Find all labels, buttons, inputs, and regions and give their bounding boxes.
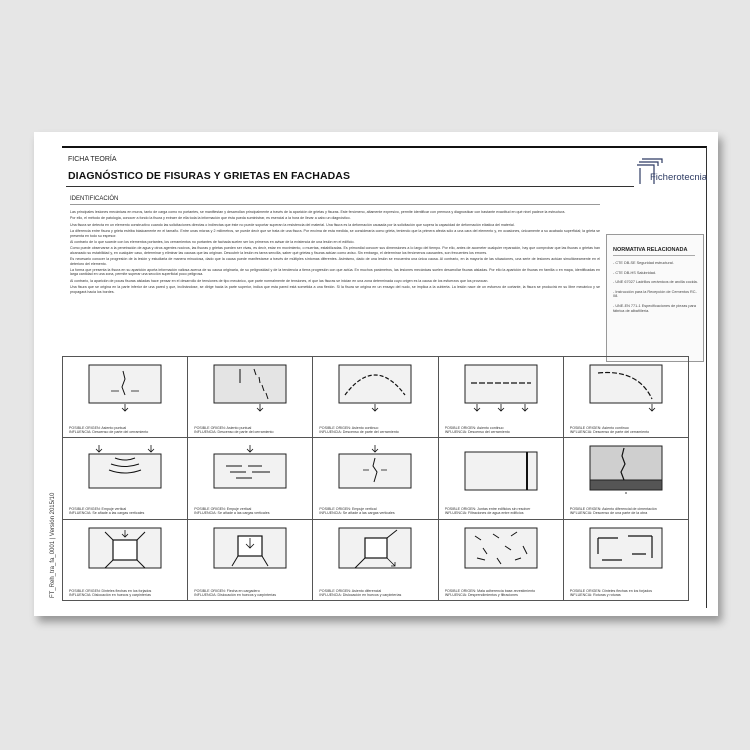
crack-cause: POSIBLE ORIGEN: Asiento diferencial de cimentación bbox=[569, 507, 657, 512]
body-paragraph: Por ello, el método de patología, conocer a fondo la fisura y extraer de ella toda la información que ésta pueda suministrar, es esencial a la hora de llevar a cabo un diagnóstico. bbox=[70, 216, 351, 221]
body-paragraph: Al contrario de lo que sucede con los elementos portantes, los cerramientos no portantes de fachada suelen ser los primeros en avisar de la existencia de una lesión en el edificio. bbox=[70, 240, 355, 245]
crack-influence: INFLUENCIA: Filtraciones de agua entre edificios bbox=[444, 511, 524, 516]
crack-diagram bbox=[321, 361, 429, 413]
ficherotecnia-logo bbox=[636, 156, 706, 188]
crack-influence: INFLUENCIA: Descenso del cerramiento bbox=[444, 430, 510, 435]
crack-cause: POSIBLE ORIGEN: Asiento puntual bbox=[194, 425, 252, 430]
crack-diagram bbox=[447, 524, 555, 576]
crack-cause: POSIBLE ORIGEN: Asiento diferencial bbox=[319, 588, 382, 593]
sheet-frame bbox=[62, 146, 707, 608]
crack-caption bbox=[319, 507, 433, 515]
crack-diagram bbox=[447, 442, 555, 494]
crack-cell bbox=[313, 520, 438, 601]
normativa-item: - CTE DB-SE Seguridad estructural. bbox=[613, 261, 674, 265]
crack-caption bbox=[570, 507, 684, 515]
crack-cell bbox=[313, 357, 438, 438]
crack-influence: INFLUENCIA: Descenso de parte del cerramiento bbox=[69, 430, 149, 435]
crack-cause: POSIBLE ORIGEN: Empuje vertical bbox=[69, 507, 127, 512]
crack-caption bbox=[445, 507, 559, 515]
crack-pattern-grid bbox=[62, 356, 689, 601]
crack-cell bbox=[63, 438, 188, 519]
crack-influence: INFLUENCIA: Dislocación en huecos y carpinterías bbox=[319, 592, 402, 597]
sheet-type-label: FICHA TEORÍA bbox=[68, 156, 117, 163]
crack-caption bbox=[194, 589, 308, 597]
crack-influence: INFLUENCIA: Descenso de parte del cerramiento bbox=[319, 430, 399, 435]
section-label-identificacion: IDENTIFICACIÓN bbox=[70, 196, 119, 202]
normativa-item: - UNE 67027 Ladrillos cerámicos de arcilla cocida. bbox=[613, 280, 698, 285]
crack-caption bbox=[69, 589, 183, 597]
crack-diagram bbox=[321, 442, 429, 494]
crack-cell bbox=[188, 438, 313, 519]
crack-diagram bbox=[572, 524, 680, 576]
crack-caption bbox=[570, 589, 684, 597]
body-paragraph: Como puede observarse a la penetración de agua y otros agentes nocivos, las fisuras y grietas pueden ser vivas, es decir, estar en movimiento, o muertas, estabilizadas. Es primordial conocer sus dimensiones a lo largo del tiempo. Por ello, antes de acometer cualquier reparación, hay que comprobar que las fisuras o grietas han alcanzado su estabilidad y, en cualquier caso, determinar y eliminar las causas que las originan. Descubrir la lesión es tarea sencilla, saber qué grietas y fisuras actúan como aviso. Sin embargo, el determinar los fenómenos causantes, son frecuentes los errores. bbox=[70, 246, 600, 255]
identification-body bbox=[70, 210, 600, 350]
crack-caption bbox=[570, 426, 684, 434]
crack-influence: INFLUENCIA: Dislocación en huecos y carpinterías bbox=[194, 592, 277, 597]
crack-cause: POSIBLE ORIGEN: Empuje vertical bbox=[194, 507, 252, 512]
section-divider bbox=[70, 204, 600, 205]
crack-cell bbox=[188, 520, 313, 601]
header-divider bbox=[66, 186, 634, 187]
crack-cell bbox=[439, 357, 564, 438]
crack-cause: POSIBLE ORIGEN: Asiento puntual bbox=[69, 425, 127, 430]
crack-influence: INFLUENCIA: Descenso de parte del cerramiento bbox=[569, 430, 650, 435]
crack-influence: INFLUENCIA: Descenso de parte del cerramiento bbox=[194, 430, 274, 435]
body-paragraph: Una fisura se detecta en un elemento constructivo cuando las solicitaciones directas o indirectas que éste no puede soportar superan la resistencia del material. Una fisura es la deformación causada por la solicitación que supera la capacidad de deformación elástica del material. bbox=[70, 222, 515, 227]
normativa-list bbox=[613, 261, 699, 318]
crack-influence: INFLUENCIA: Se añade a las cargas verticales bbox=[194, 511, 270, 516]
crack-diagram bbox=[71, 524, 179, 576]
body-paragraph: Una fisura que se origina en la parte inferior de una pared y que, inclinándose, se dirige hacia la parte superior, indica que esta pared está sometida a una flexión. Si la fisura se origina en un ensayo del nudo, se implica a la cubierta. La lesión nace de un esfuerzo de cortante, la fisura se producirá en su libre mecánico y se propagará hacia los bordes. bbox=[70, 285, 600, 294]
crack-caption bbox=[69, 426, 183, 434]
body-paragraph: Al contrario, la aparición de pocas fisuras aisladas hace pensar en el desarrollo de tensiones de tipo mecánico, que parte normalmente de tensiones, el que las fisuras se inician en una zona determinada cuyo origen es la causa de los esfuerzos que los provocan. bbox=[70, 278, 489, 283]
crack-influence: INFLUENCIA: Desprendimientos y filtraciones bbox=[444, 592, 518, 597]
side-code-text: FT_Reh_tra_fa_0001 | Versión 2015/10 bbox=[50, 492, 56, 598]
normativa-title: NORMATIVA RELACIONADA bbox=[613, 247, 688, 253]
crack-cause: POSIBLE ORIGEN: Juntas entre edificios sin resolver bbox=[444, 507, 531, 512]
body-paragraph: Es necesario conocer la progresión de la lesión y estudiarla de manera minuciosa, dado que la causa puede manifestarse a través de múltiples síntomas diferentes. Asimismo, dado de una lesión se encuentra una única causa. Al contrario, en la mayoría de las situaciones, una serie de lesiones actúan simultáneamente en el deterioro del elemento. bbox=[70, 257, 600, 266]
crack-cell bbox=[63, 357, 188, 438]
crack-cause: POSIBLE ORIGEN: Asiento continuo bbox=[444, 425, 504, 430]
normativa-item: - Instrucción para la Recepción de Cementos RC-08. bbox=[613, 289, 697, 299]
crack-caption bbox=[445, 426, 559, 434]
crack-diagram bbox=[71, 361, 179, 413]
crack-diagram bbox=[71, 442, 179, 494]
body-paragraph: La diferencia entre fisura y grieta estriba básicamente en el tamaño. Entre unas micras y 2 milímetros, se puede decir que se trata de una fisura. Por encima de esta medida, se consideraría como grieta, teniendo que la primera afecta sólo a una cara del elemento y, en ocasiones, únicamente a su acabado superficial; la grieta se presenta en todo su espesor. bbox=[70, 229, 600, 238]
crack-cause: POSIBLE ORIGEN: Mala adherencia base-revestimiento bbox=[444, 588, 536, 593]
normativa-divider bbox=[613, 255, 695, 256]
crack-diagram bbox=[196, 361, 304, 413]
crack-caption bbox=[319, 426, 433, 434]
crack-diagram bbox=[572, 361, 680, 413]
crack-influence: INFLUENCIA: Se añade a las cargas verticales bbox=[69, 511, 145, 516]
normativa-panel bbox=[606, 234, 704, 362]
crack-cause: POSIBLE ORIGEN: Asiento continuo bbox=[569, 425, 629, 430]
crack-cell bbox=[564, 438, 689, 519]
crack-caption bbox=[194, 507, 308, 515]
crack-cause: POSIBLE ORIGEN: Dinteles flechas en los forjados bbox=[69, 588, 152, 593]
crack-cell bbox=[63, 520, 188, 601]
document-sheet bbox=[34, 132, 718, 616]
crack-cell bbox=[564, 357, 689, 438]
crack-influence: INFLUENCIA: Se añade a las cargas verticales bbox=[319, 511, 395, 516]
crack-diagram bbox=[321, 524, 429, 576]
crack-influence: INFLUENCIA: Dislocación en huecos y carpinterías bbox=[69, 592, 151, 597]
crack-cell bbox=[439, 438, 564, 519]
crack-diagram bbox=[196, 524, 304, 576]
crack-cell bbox=[313, 438, 438, 519]
crack-cause: POSIBLE ORIGEN: Flecha en cargadero bbox=[194, 588, 260, 593]
crack-cause: POSIBLE ORIGEN: Empuje vertical bbox=[319, 507, 377, 512]
crack-caption bbox=[69, 507, 183, 515]
normativa-item: - CTE DB-HS Salubridad. bbox=[613, 270, 657, 275]
crack-caption bbox=[194, 426, 308, 434]
logo-text: Ficherotecnia bbox=[650, 172, 708, 183]
crack-diagram bbox=[572, 442, 680, 494]
side-document-code bbox=[46, 432, 60, 602]
crack-influence: INFLUENCIA: Descenso de una parte de la obra bbox=[569, 511, 648, 516]
crack-cause: POSIBLE ORIGEN: Dinteles flechas en los forjados bbox=[569, 588, 653, 593]
crack-cell bbox=[564, 520, 689, 601]
body-paragraph: La forma que presenta la fisura en su aparición aporta información valiosa acerca de su causa originaria, de su peligrosidad y de la tendencia a tierra progresión con que actúa. En muchos parámetros, las lesiones mecánicas suelen desarrollar fisuras aisladas. Por ello la aparición de fisuras en familia o en mapa, identificadas en larga cantidad en una zona, permite superar una sección superficial poco peligrosa. bbox=[70, 268, 600, 277]
body-paragraph: Las principales lesiones mecánicas en muros, tanto de carga como no portantes, se manifiestan y desarrollan principalmente a través de la aparición de grietas y fisuras. Este fenómeno, altamente expresivo, permite identificar con premura y diagnosticar con bastante exactitud en qué nivel padece la estructura. bbox=[70, 210, 566, 214]
crack-diagram bbox=[447, 361, 555, 413]
normativa-item: - UNE-EN 771-1 Especificaciones de piezas para fábrica de albañilería. bbox=[613, 303, 696, 313]
crack-cause: POSIBLE ORIGEN: Asiento continuo bbox=[319, 425, 379, 430]
crack-caption bbox=[319, 589, 433, 597]
crack-influence: INFLUENCIA: Roturas y roturas bbox=[569, 592, 621, 597]
crack-diagram bbox=[196, 442, 304, 494]
crack-cell bbox=[439, 520, 564, 601]
page-title: DIAGNÓSTICO DE FISURAS Y GRIETAS EN FACHADAS bbox=[68, 170, 351, 182]
crack-cell bbox=[188, 357, 313, 438]
crack-caption bbox=[445, 589, 559, 597]
